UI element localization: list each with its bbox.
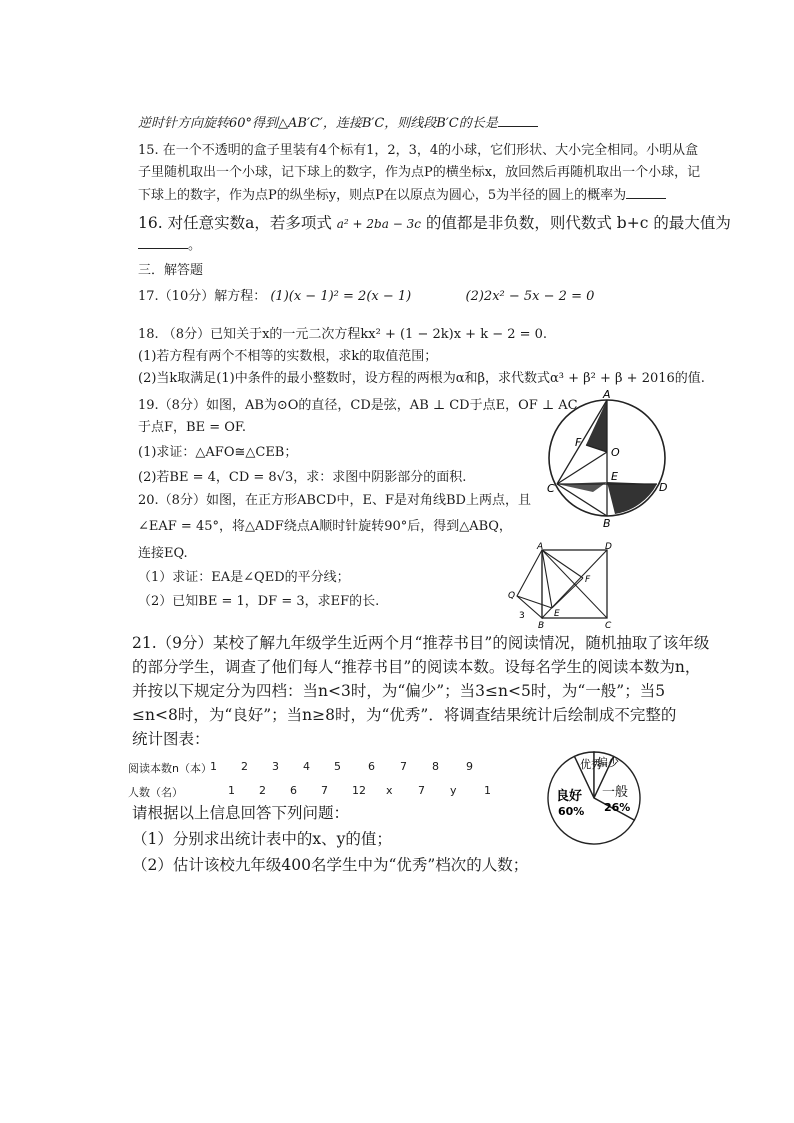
q16-text-b: 的值都是非负数，则代数式 b+c 的最大值为 — [425, 214, 731, 232]
table-cell: 2 — [241, 760, 248, 773]
q21-line-2: 的部分学生，调查了他们每人“推荐书目”的阅读本数。设每名学生的阅读本数为n， — [132, 658, 701, 676]
q15-line-2: 子里随机取出一个小球，记下球上的数字，作为点P的横坐标x，放回然后再随机取出一个小球，记 — [138, 165, 701, 180]
label-e: E — [611, 470, 618, 483]
table-cell: 5 — [334, 760, 341, 773]
table-cell: 7 — [400, 760, 407, 773]
label-o: O — [611, 446, 620, 459]
pie-label-lianghao: 良好 — [556, 789, 583, 804]
label-c: C — [605, 621, 612, 630]
q21-line-4: ≤n<8时，为“良好”；当n≥8时，为“优秀”．将调查结果统计后绘制成不完整的 — [132, 706, 677, 724]
q17-text: 17.（10分）解方程： — [138, 289, 267, 304]
table-cell: 1 — [484, 784, 491, 797]
q14-text: 逆时针方向旋转60°得到△AB′C′，连接B′C，则线段B′C的长是 — [138, 116, 498, 131]
label-a: A — [603, 388, 611, 401]
table-cell: 8 — [432, 760, 439, 773]
q15-line-1: 15. 在一个不透明的盒子里装有4个标有1，2，3，4的小球，它们形状、大小完全相同。小明从盒 — [138, 143, 699, 158]
table-cell: 2 — [259, 784, 266, 797]
label-f: F — [585, 575, 591, 585]
q20-line: 20.（8分）如图，在正方形ABCD中，E、F是对角线BD上两点，且 — [138, 493, 531, 508]
q19-line-2: 于点F，BE = OF. — [138, 420, 247, 435]
table-cell: 3 — [272, 760, 279, 773]
q16-poly: a² + 2ba − 3c — [336, 217, 421, 231]
table-cell: 1 — [228, 784, 235, 797]
triangle-abq — [517, 550, 542, 618]
q16-text-a: 16. 对任意实数a，若多项式 — [138, 214, 332, 232]
segment-ef — [552, 578, 583, 608]
table-row2-label: 人数（名） — [128, 786, 183, 799]
q18-part2: (2)当k取满足(1)中条件的最小整数时，设方程的两根为α和β，求代数式α³ + β² + β + 2016的值. — [138, 371, 705, 386]
section-3-title: 三．解答题 — [138, 263, 204, 278]
q19-part1: (1)求证：△AFO≅△CEB； — [138, 445, 298, 460]
q21-part2: （2）估计该校九年级400名学生中为“优秀”档次的人数； — [132, 856, 529, 874]
q21-part1: （1）分别求出统计表中的x、y的值； — [132, 830, 392, 848]
q19-line: 19.（8分）如图，AB为⊙O的直径，CD是弦，AB ⊥ CD于点E，OF ⊥ AC — [138, 398, 578, 413]
answer-blank — [626, 186, 666, 199]
pie-chart — [540, 748, 648, 848]
label-q: Q — [508, 591, 516, 601]
answer-blank — [498, 114, 538, 127]
pie-label-youxiu: 优秀 — [580, 758, 602, 771]
q18-line: 18. （8分）已知关于x的一元二次方程kx² + (1 − 2k)x + k − 2 = 0. — [138, 327, 548, 342]
label-c: C — [547, 482, 555, 495]
figure-19-circle — [545, 388, 680, 528]
table-cell: y — [450, 784, 457, 797]
q19-part2: (2)若BE = 4，CD = 8√3，求：求图中阴影部分的面积. — [138, 470, 467, 485]
q18-part1: (1)若方程有两个不相等的实数根，求k的取值范围； — [138, 349, 438, 364]
table-cell: 7 — [418, 784, 425, 797]
pie-label-yiban: 一般 — [602, 785, 629, 800]
q17-eq2: (2)2x² − 5x − 2 = 0 — [465, 289, 595, 304]
q14-tail — [138, 114, 538, 133]
shaded-region-upper — [586, 400, 607, 452]
pie-value-lianghao: 60% — [558, 805, 585, 818]
label-d: D — [659, 481, 668, 494]
q16-line — [138, 212, 731, 235]
q21-prompt: 请根据以上信息回答下列问题： — [132, 804, 350, 822]
answer-blank — [138, 236, 188, 249]
q17-eq1: (1)(x − 1)² = 2(x − 1) — [270, 289, 412, 304]
table-cell: 4 — [303, 760, 310, 773]
figure-20-square — [505, 540, 625, 630]
table-cell: 6 — [290, 784, 297, 797]
q16-end: 。 — [188, 238, 202, 253]
table-cell: 9 — [466, 760, 473, 773]
q20-line-3: 连接EQ. — [138, 546, 188, 561]
stats-table — [128, 760, 491, 800]
label-d: D — [605, 542, 612, 552]
segment-af — [542, 550, 583, 578]
q20-line-2: ∠EAF = 45°，将△ADF绕点A顺时针旋转90°后，得到△ABQ， — [138, 519, 512, 534]
q15-line-3 — [138, 186, 666, 205]
table-cell: 1 — [210, 760, 217, 773]
label-f: F — [575, 436, 582, 449]
label-b: B — [538, 621, 545, 630]
q21-line-3: 并按以下规定分为四档：当n<3时，为“偏少”；当3≤n<5时，为“一般”；当5 — [132, 682, 666, 700]
segment-qe — [517, 596, 552, 608]
segment-co — [557, 452, 607, 484]
pie-value-yiban: 26% — [604, 801, 631, 814]
label-e: E — [554, 609, 560, 619]
label-a: A — [537, 542, 544, 552]
q20-part2: （2）已知BE = 1，DF = 3，求EF的长. — [138, 594, 380, 609]
table-cell: 12 — [352, 784, 366, 797]
table-cell: 6 — [368, 760, 375, 773]
q16-answer — [138, 236, 201, 255]
label-3: 3 — [519, 611, 525, 621]
q21-line-5: 统计图表： — [132, 730, 210, 748]
q20-part1: （1）求证：EA是∠QED的平分线； — [138, 570, 350, 585]
table-row1-label: 阅读本数n（本） — [128, 762, 212, 775]
table-cell: 7 — [321, 784, 328, 797]
q21-line-1: 21.（9分）某校了解九年级学生近两个月“推荐书目”的阅读情况，随机抽取了该年级 — [132, 634, 710, 652]
q17-line — [138, 288, 594, 306]
label-b: B — [603, 517, 611, 528]
table-cell: x — [386, 784, 393, 797]
pie-label-pianshao: 偏少 — [597, 756, 619, 769]
q15-text: 下球上的数字，作为点P的纵坐标y，则点P在以原点为圆心，5为半径的圆上的概率为 — [138, 188, 627, 203]
